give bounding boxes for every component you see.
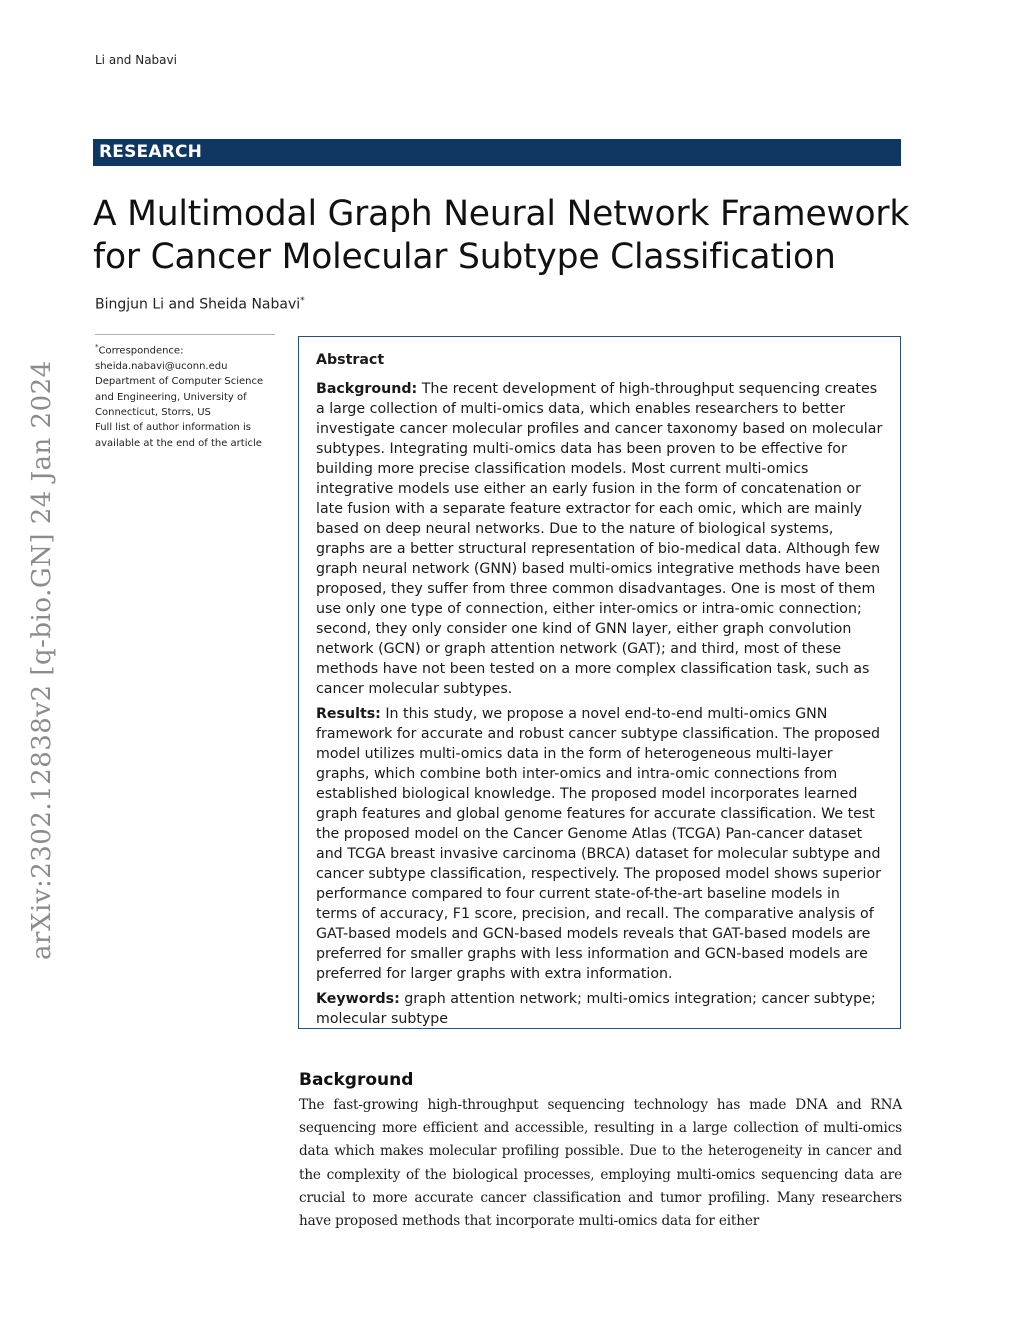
section-label: RESEARCH (93, 139, 901, 166)
section-heading-background: Background (299, 1070, 414, 1090)
abstract-keywords-label: Keywords: (316, 991, 400, 1007)
abstract-keywords-text: graph attention network; multi-omics integration; cancer subtype; molecular subtype (316, 991, 876, 1027)
correspondence-email[interactable]: sheida.nabavi@uconn.edu (95, 360, 228, 372)
abstract-results-label: Results: (316, 706, 381, 722)
abstract-results (316, 704, 884, 984)
correspondence-label-line (95, 340, 285, 359)
arxiv-identifier: arXiv:2302.12838v2 [q-bio.GN] 24 Jan 2024 (27, 360, 57, 960)
abstract-box (298, 336, 901, 1029)
correspondence-note (95, 340, 285, 451)
title-line-2: for Cancer Molecular Subtype Classification (93, 237, 836, 277)
author-info-note-1: Full list of author information is (95, 422, 251, 434)
title-line-1: A Multimodal Graph Neural Network Framework (93, 194, 910, 234)
body-paragraph: The fast-growing high-throughput sequencing technology has made DNA and RNA sequencing more efficient and accessible, resulting in a large collection of multi-omics data which makes molecular profiling possible. Due to the heterogeneity in cancer and the complexity of the biological processes, employing multi-omics sequencing data are crucial to more accurate cancer classification and tumor profiling. Many researchers have proposed methods that incorporate multi-omics data for either (299, 1097, 902, 1230)
author-info-note-2: available at the end of the article (95, 437, 262, 449)
author-names: Bingjun Li and Sheida Nabavi (95, 296, 301, 313)
correspondence-mark: * (95, 343, 99, 351)
correspondence-label: Correspondence: (98, 345, 184, 357)
affiliation-line-3: Connecticut, Storrs, US (95, 406, 211, 418)
abstract-background-text: The recent development of high-throughput sequencing creates a large collection of multi-omics data, which enables researchers to better investigate cancer molecular profiles and cancer taxonomy based on molecular subtypes. Integrating multi-omics data has been proven to be effective for building more precise classification models. Most current multi-omics integrative models use either an early fusion in the form of concatenation or late fusion with a separate feature extractor for each omic, which are mainly based on deep neural networks. Due to the nature of biological systems, graphs are a better structural representation of bio-medical data. Although few graph neural network (GNN) based multi-omics integrative methods have been proposed, they suffer from three common disadvantages. One is most of them use only one type of connection, either inter-omics or intra-omic connection; second, they only consider one kind of GNN layer, either graph convolution network (GCN) or graph attention network (GAT); and third, most of these methods have not been tested on a more complex classification task, such as cancer molecular subtypes. (316, 381, 883, 697)
running-head: Li and Nabavi (95, 53, 177, 67)
author-list (95, 296, 305, 313)
abstract-results-text: In this study, we propose a novel end-to-end multi-omics GNN framework for accurate and robust cancer subtype classification. The proposed model utilizes multi-omics data in the form of heterogeneous multi-layer graphs, which combine both inter-omics and intra-omic connections from established biological knowledge. The proposed model incorporates learned graph features and global genome features for accurate classification. We test the proposed model on the Cancer Genome Atlas (TCGA) Pan-cancer dataset and TCGA breast invasive carcinoma (BRCA) dataset for molecular subtype and cancer subtype classification, respectively. The proposed model shows superior performance compared to four current state-of-the-art baseline models in terms of accuracy, F1 score, precision, and recall. The comparative analysis of GAT-based models and GCN-based models reveals that GAT-based models are preferred for smaller graphs with less information and GCN-based models are preferred for larger graphs with extra information. (316, 706, 881, 982)
correspondence-divider (95, 334, 275, 335)
abstract-background (316, 379, 884, 699)
abstract-background-label: Background: (316, 381, 418, 397)
author-mark: * (300, 296, 305, 306)
affiliation-line-2: and Engineering, University of (95, 391, 247, 403)
affiliation-line-1: Department of Computer Science (95, 376, 264, 388)
abstract-keywords (316, 989, 884, 1029)
abstract-heading: Abstract (316, 352, 385, 368)
paper-title (93, 193, 913, 279)
